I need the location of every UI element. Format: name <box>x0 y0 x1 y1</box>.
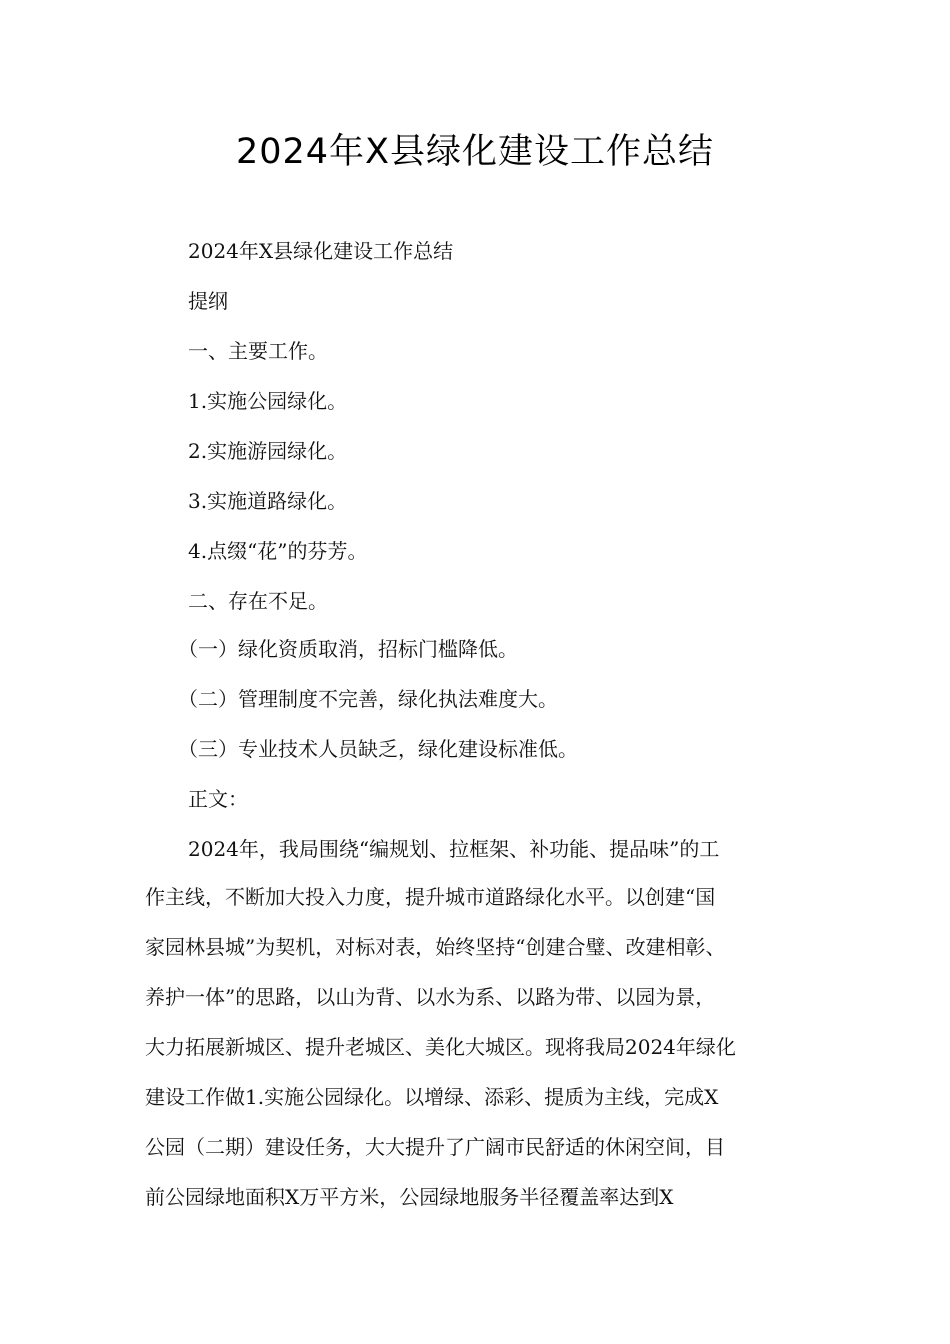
outline-item: 2.实施游园绿化。 <box>188 439 348 463</box>
body-heading: 正文： <box>188 787 248 811</box>
subtitle-line: 2024年X县绿化建设工作总结 <box>188 239 454 263</box>
outline-item: 4.点缀“花”的芬芳。 <box>188 539 368 563</box>
body-text-line: 养护一体”的思路，以山为背、以水为系、以路为带、以园为景， <box>145 985 716 1009</box>
body-text-line: 作主线，不断加大投入力度，提升城市道路绿化水平。以创建“国 <box>145 885 716 909</box>
outline-item: （二）管理制度不完善，绿化执法难度大。 <box>178 687 558 711</box>
body-text-line: 2024年，我局围绕“编规划、拉框架、补功能、提品味”的工 <box>188 837 720 861</box>
outline-item: （三）专业技术人员缺乏，绿化建设标准低。 <box>178 737 578 761</box>
body-text-line: 大力拓展新城区、提升老城区、美化大城区。现将我局2024年绿化 <box>145 1035 736 1059</box>
page-title: 2024年X县绿化建设工作总结 <box>235 132 715 172</box>
outline-heading: 提纲 <box>188 289 228 313</box>
body-text-line: 建设工作做1.实施公园绿化。以增绿、添彩、提质为主线，完成X <box>145 1085 719 1109</box>
body-text-line: 家园林县城”为契机，对标对表，始终坚持“创建合璧、改建相彰、 <box>145 935 726 959</box>
outline-item: 1.实施公园绿化。 <box>188 389 348 413</box>
outline-item: 一、主要工作。 <box>188 339 328 363</box>
outline-item: 3.实施道路绿化。 <box>188 489 348 513</box>
outline-item: （一）绿化资质取消，招标门槛降低。 <box>178 637 518 661</box>
body-text-line: 前公园绿地面积X万平方米，公园绿地服务半径覆盖率达到X <box>145 1185 674 1209</box>
outline-item: 二、存在不足。 <box>188 589 328 613</box>
body-text-line: 公园（二期）建设任务，大大提升了广阔市民舒适的休闲空间，目 <box>145 1135 725 1159</box>
